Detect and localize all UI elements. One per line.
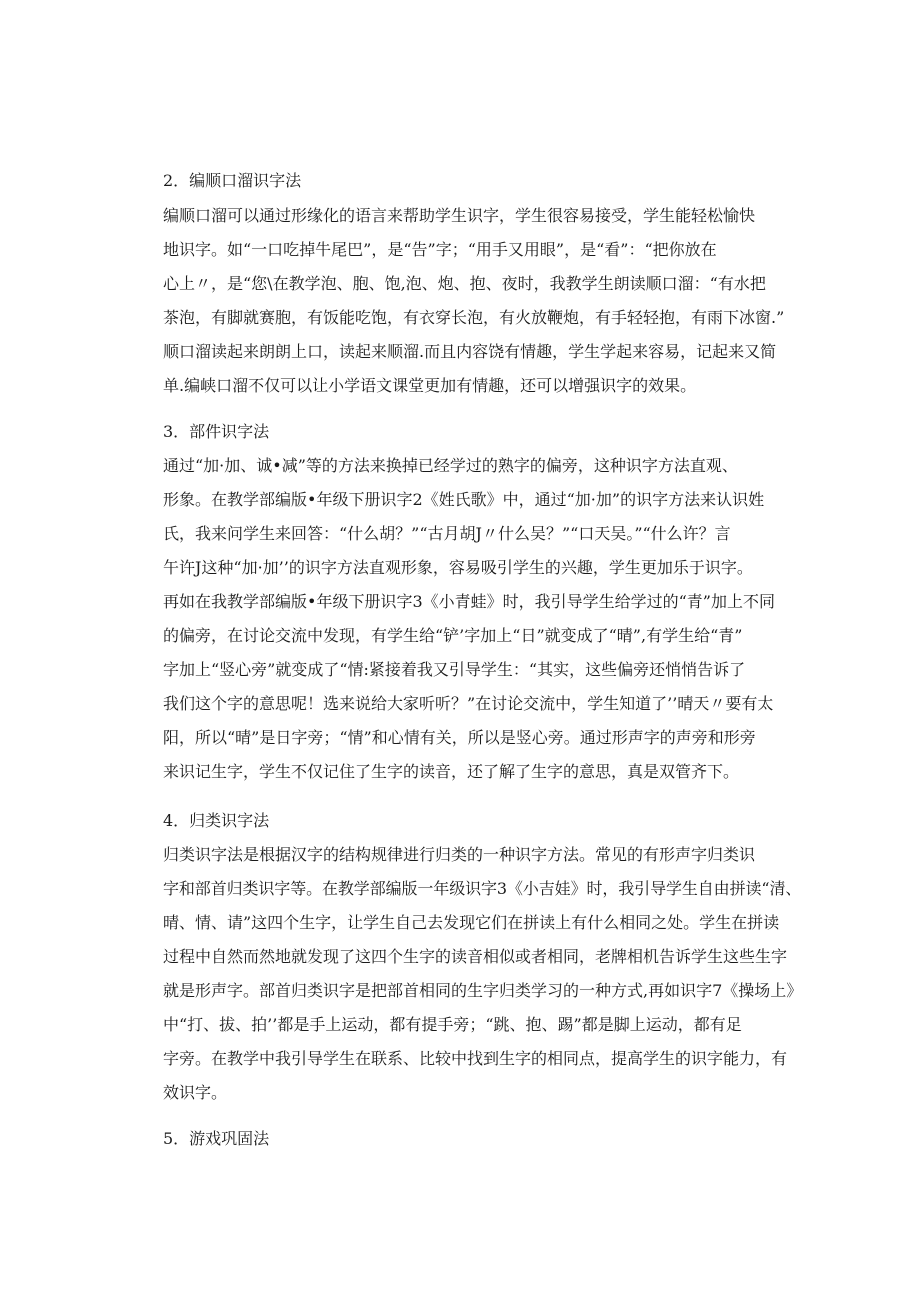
paragraph-line: 我们这个字的意思呢！选来说给大家听听？”在讨论交流中，学生知道了’’晴天〃要有太 [163, 694, 774, 713]
section-body-4 [163, 838, 803, 1110]
paragraph-line: 字和部首归类识字等。在教学部编版一年级识字3《小吉娃》时，我引导学生自由拼读“清、 [163, 879, 802, 898]
paragraph-line: 形象。在教学部编版•年级下册识字2《姓氏歌》中，通过“加·加”的识字方法来认识姓 [163, 490, 765, 509]
paragraph-line: 字旁。在教学中我引导学生在联系、比较中找到生字的相同点，提高学生的识字能力，有 [163, 1049, 788, 1068]
paragraph-line: 再如在我教学部编版•年级下册识字3《小青蛙》时，我引导学生给学过的“青”加上不同 [163, 592, 775, 611]
paragraph-line: 晴、情、请”这四个生字，让学生自己去发现它们在拼读上有什么相同之处。学生在拼读 [163, 913, 780, 932]
paragraph-line: 中“打、拔、拍’’都是手上运动，都有提手旁；“跳、抱、踢”都是脚上运动，都有足 [163, 1015, 742, 1034]
section-heading-3: 3．部件识字法 [163, 422, 270, 441]
paragraph-line: 就是形声字。部首归类识字是把部首相同的生字归类学习的一种方式,再如识字7《操场上》 [163, 981, 803, 1000]
section-body-3 [163, 449, 803, 789]
paragraph-line: 茶泡，有脚就赛胞，有饭能吃饱，有衣穿长泡，有火放鞭炮，有手轻轻抱，有雨下冰窗.” [163, 308, 785, 327]
paragraph-line: 单.编峡口溜不仅可以让小学语文课堂更加有情趣，还可以增强识字的效果。 [163, 376, 697, 395]
section-heading-5: 5．游戏巩固法 [163, 1129, 270, 1148]
paragraph-line: 编顺口溜可以通过形缘化的语言来帮助学生识字，学生很容易接受，学生能轻松愉快 [163, 206, 756, 225]
section-body-2 [163, 199, 803, 403]
paragraph-line: 字加上“竖心旁”就变成了“情:紧接着我又引导学生：“其实，这些偏旁还悄悄告诉了 [163, 660, 746, 679]
paragraph-line: 过程中自然而然地就发现了这四个生字的读音相似或者相同，老牌相机告诉学生这些生字 [163, 947, 788, 966]
paragraph-line: 心上〃，是“您\在教学泡、胞、饱,泡、炮、抱、夜时，我教学生朗读顺口溜：“有水把 [163, 274, 766, 293]
section-heading-2: 2．编顺口溜识字法 [163, 171, 302, 190]
paragraph-line: 顺口溜读起来朗朗上口，读起来顺溜.而且内容饶有情趣，学生学起来容易，记起来又简 [163, 342, 777, 361]
paragraph-line: 效识字。 [163, 1083, 228, 1102]
paragraph-line: 来识记生字，学生不仅记住了生字的读音，还了解了生字的意思，真是双管齐下。 [163, 762, 740, 781]
paragraph-line: 的偏旁，在讨论交流中发现，有学生给“铲’字加上“日”就变成了“晴”,有学生给“青” [163, 626, 743, 645]
paragraph-line: 午许J这种“加·加’’的识字方法直观形象，容易吸引学生的兴趣，学生更加乐于识字。 [163, 558, 753, 577]
section-heading-4: 4．归类识字法 [163, 811, 270, 830]
paragraph-line: 通过“加·加、诚•减”等的方法来换掉已经学过的熟字的偏旁，这种识字方法直观、 [163, 456, 738, 475]
paragraph-line: 归类识字法是根据汉字的结构规律进行归类的一种识字方法。常见的有形声字归类识 [163, 845, 756, 864]
paragraph-line: 阳，所以“晴”是日字旁；“情”和心情有关，所以是竖心旁。通过形声字的声旁和形旁 [163, 728, 756, 747]
paragraph-line: 氏，我来问学生来回答：“什么胡？”“古月胡J〃什么吴？”“口天吴。”“什么许？言 [163, 524, 731, 543]
paragraph-line: 地识字。如“一口吃掉牛尾巴”，是“告”字；“用手又用眼”，是“看”：“把你放在 [163, 240, 717, 259]
